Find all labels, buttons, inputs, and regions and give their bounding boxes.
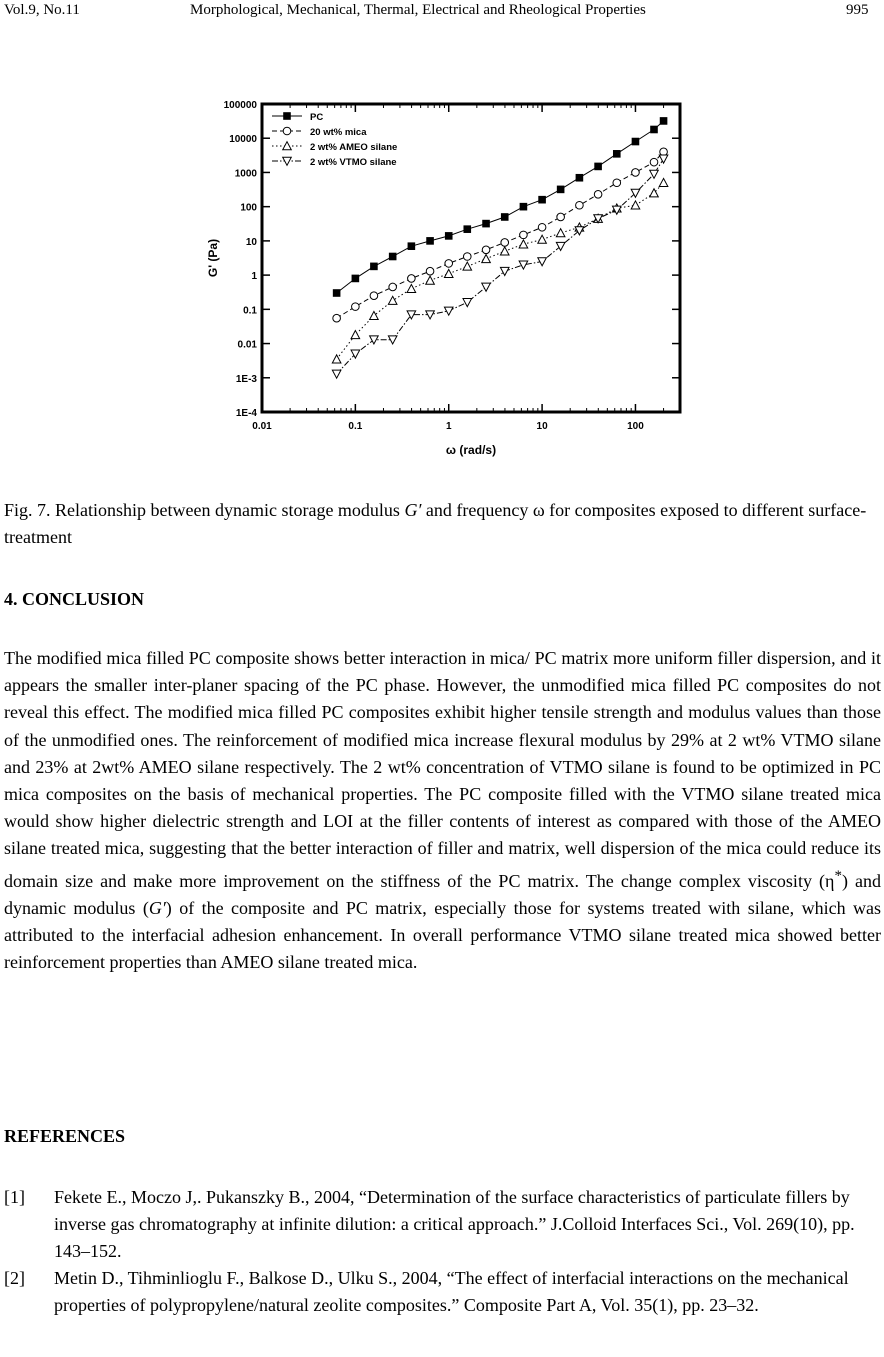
data-point xyxy=(463,225,471,233)
data-point xyxy=(370,292,378,300)
y-tick-label: 1000 xyxy=(234,168,257,180)
references-heading: REFERENCES xyxy=(4,1126,126,1146)
y-tick-label: 0.01 xyxy=(237,339,257,351)
data-point xyxy=(482,283,491,291)
data-point xyxy=(594,163,602,171)
eta-superscript: * xyxy=(834,867,842,884)
data-point xyxy=(389,253,397,261)
data-point xyxy=(463,262,472,270)
data-point xyxy=(445,232,453,240)
data-point xyxy=(370,336,379,344)
data-point xyxy=(576,174,584,182)
data-point xyxy=(650,189,659,197)
data-point xyxy=(351,331,360,339)
data-point xyxy=(557,213,565,221)
data-point xyxy=(426,276,435,284)
reference-number: [2] xyxy=(4,1268,25,1288)
data-point xyxy=(659,155,668,163)
data-point xyxy=(482,254,491,262)
data-point xyxy=(576,201,584,209)
data-point xyxy=(500,247,509,255)
legend-marker xyxy=(283,127,291,135)
data-point xyxy=(389,283,397,291)
conclusion-text-1: The modified mica filled PC composite shows better interaction in mica/ PC matrix more uniform filler dispersion, and it appears the smaller inter-planer spacing of the PC phase. However, the unmodified mica filled PC composites do not reveal this effect. The modified mica filled PC composites exhibit higher tensile strength and modulus values than those of the unmodified ones. The reinforcement of modified mica increase flexural modulus by 29% at 2 wt% VTMO silane and 23% at 2wt% AMEO silane respectively. The 2 wt% concentration of VTMO silane is found to be optimized in PC mica composites on the basis of mechanical properties. The PC composite filled with the VTMO silane treated mica would show higher dielectric strength and LOI at the filler contents of interest as compared with those of the AMEO silane treated mica, suggesting that the better interaction of filler and matrix, well dispersion of the mica could reduce its domain size and make more improvement on the stiffness of the PC matrix. The change complex viscosity ( xyxy=(4,648,881,891)
data-point xyxy=(519,261,528,269)
data-point xyxy=(426,267,434,275)
data-point xyxy=(613,150,621,158)
series-line xyxy=(337,152,664,318)
data-point xyxy=(501,239,509,247)
data-point xyxy=(352,303,360,311)
data-point xyxy=(352,275,360,283)
page-header xyxy=(0,0,884,24)
data-point xyxy=(370,263,378,271)
reference-text: Fekete E., Moczo J,. Pukanszky B., 2004, “Determination of the surface characteristics of particulate fillers by inverse gas chromatography at infinite dilution: a critical approach.” J.Colloid Interfaces Sci., Vol. 269(10), pp. 143–152. xyxy=(54,1187,855,1261)
data-point xyxy=(519,240,528,248)
reference-text: Metin D., Tihminlioglu F., Balkose D., Ulku S., 2004, “The effect of interfacial interactions on the mechanical properties of polypropylene/natural zeolite composites.” Composite Part A, Vol. 35(1), pp. 23–32. xyxy=(54,1268,849,1315)
data-point xyxy=(632,169,640,177)
data-point xyxy=(613,179,621,187)
reference-number: [1] xyxy=(4,1187,25,1207)
legend-marker xyxy=(283,112,291,120)
modulus-symbol: G′ xyxy=(148,897,166,918)
figure-caption xyxy=(4,497,874,551)
legend-label: PC xyxy=(310,112,324,123)
data-point xyxy=(332,370,341,378)
legend-marker xyxy=(283,142,292,150)
data-point xyxy=(538,223,546,231)
journal-volume: Vol.9, No.11 xyxy=(4,2,80,18)
conclusion-heading: 4. CONCLUSION xyxy=(4,589,145,609)
storage-modulus-chart xyxy=(195,92,695,462)
data-point xyxy=(482,220,490,228)
data-point xyxy=(426,237,434,245)
data-point xyxy=(660,148,668,156)
data-point xyxy=(538,235,547,243)
y-tick-label: 100 xyxy=(240,202,257,214)
x-tick-label: 0.01 xyxy=(252,421,272,432)
x-tick-label: 10 xyxy=(536,421,548,432)
y-tick-label: 10000 xyxy=(229,134,257,146)
data-point xyxy=(463,299,472,307)
legend-label: 2 wt% AMEO silane xyxy=(310,142,398,153)
y-tick-label: 1E-4 xyxy=(235,408,257,419)
x-axis-label: ω (rad/s) xyxy=(445,443,497,457)
data-point xyxy=(370,311,379,319)
data-point xyxy=(650,158,658,166)
data-point xyxy=(408,242,416,250)
conclusion-paragraph xyxy=(4,645,881,976)
data-point xyxy=(632,138,640,146)
data-point xyxy=(520,231,528,239)
y-tick-label: 0.1 xyxy=(243,305,257,317)
data-point xyxy=(594,190,602,198)
legend-label: 2 wt% VTMO silane xyxy=(310,157,397,168)
data-point xyxy=(659,178,668,186)
data-point xyxy=(556,229,565,237)
data-point xyxy=(444,269,453,277)
caption-text-2: and frequency ω for composites exposed to different surface-treatment xyxy=(4,500,867,547)
y-tick-label: 1 xyxy=(251,271,257,283)
data-point xyxy=(482,246,490,254)
data-point xyxy=(333,314,341,322)
data-point xyxy=(463,253,471,261)
data-point xyxy=(408,275,416,283)
y-tick-label: 100000 xyxy=(223,100,257,111)
series-line xyxy=(337,159,664,374)
data-point xyxy=(407,284,416,292)
data-point xyxy=(650,126,658,134)
conclusion-text-3: ) of the composite and PC matrix, especially those for systems treated with silane, which was attributed to the interfacial adhesion enhancement. In overall performance VTMO silane treated mica showed better reinforcement properties than AMEO silane treated mica. xyxy=(4,897,882,973)
data-point xyxy=(501,213,509,221)
legend-label: 20 wt% mica xyxy=(310,127,367,138)
data-point xyxy=(445,260,453,268)
running-title: Morphological, Mechanical, Thermal, Electrical and Rheological Properties xyxy=(190,2,646,18)
x-tick-label: 1 xyxy=(445,421,452,432)
data-point xyxy=(538,196,546,204)
x-tick-label: 100 xyxy=(627,421,644,432)
caption-symbol: G′ xyxy=(404,500,422,520)
data-point xyxy=(660,117,668,125)
data-point xyxy=(500,267,509,275)
y-axis-label: G' (Pa) xyxy=(206,238,220,278)
data-point xyxy=(520,203,528,211)
page-number: 995 xyxy=(846,2,869,18)
x-tick-label: 0.1 xyxy=(348,421,363,432)
caption-text-1: Fig. 7. Relationship between dynamic storage modulus xyxy=(4,500,405,520)
y-tick-label: 10 xyxy=(245,236,257,248)
y-tick-label: 1E-3 xyxy=(235,373,257,385)
data-point xyxy=(557,186,565,194)
data-point xyxy=(631,201,640,209)
data-point xyxy=(388,296,397,304)
conclusion-text-2: ) and dynamic modulus ( xyxy=(4,870,882,918)
data-point xyxy=(333,289,341,297)
eta-symbol: η xyxy=(825,870,835,891)
